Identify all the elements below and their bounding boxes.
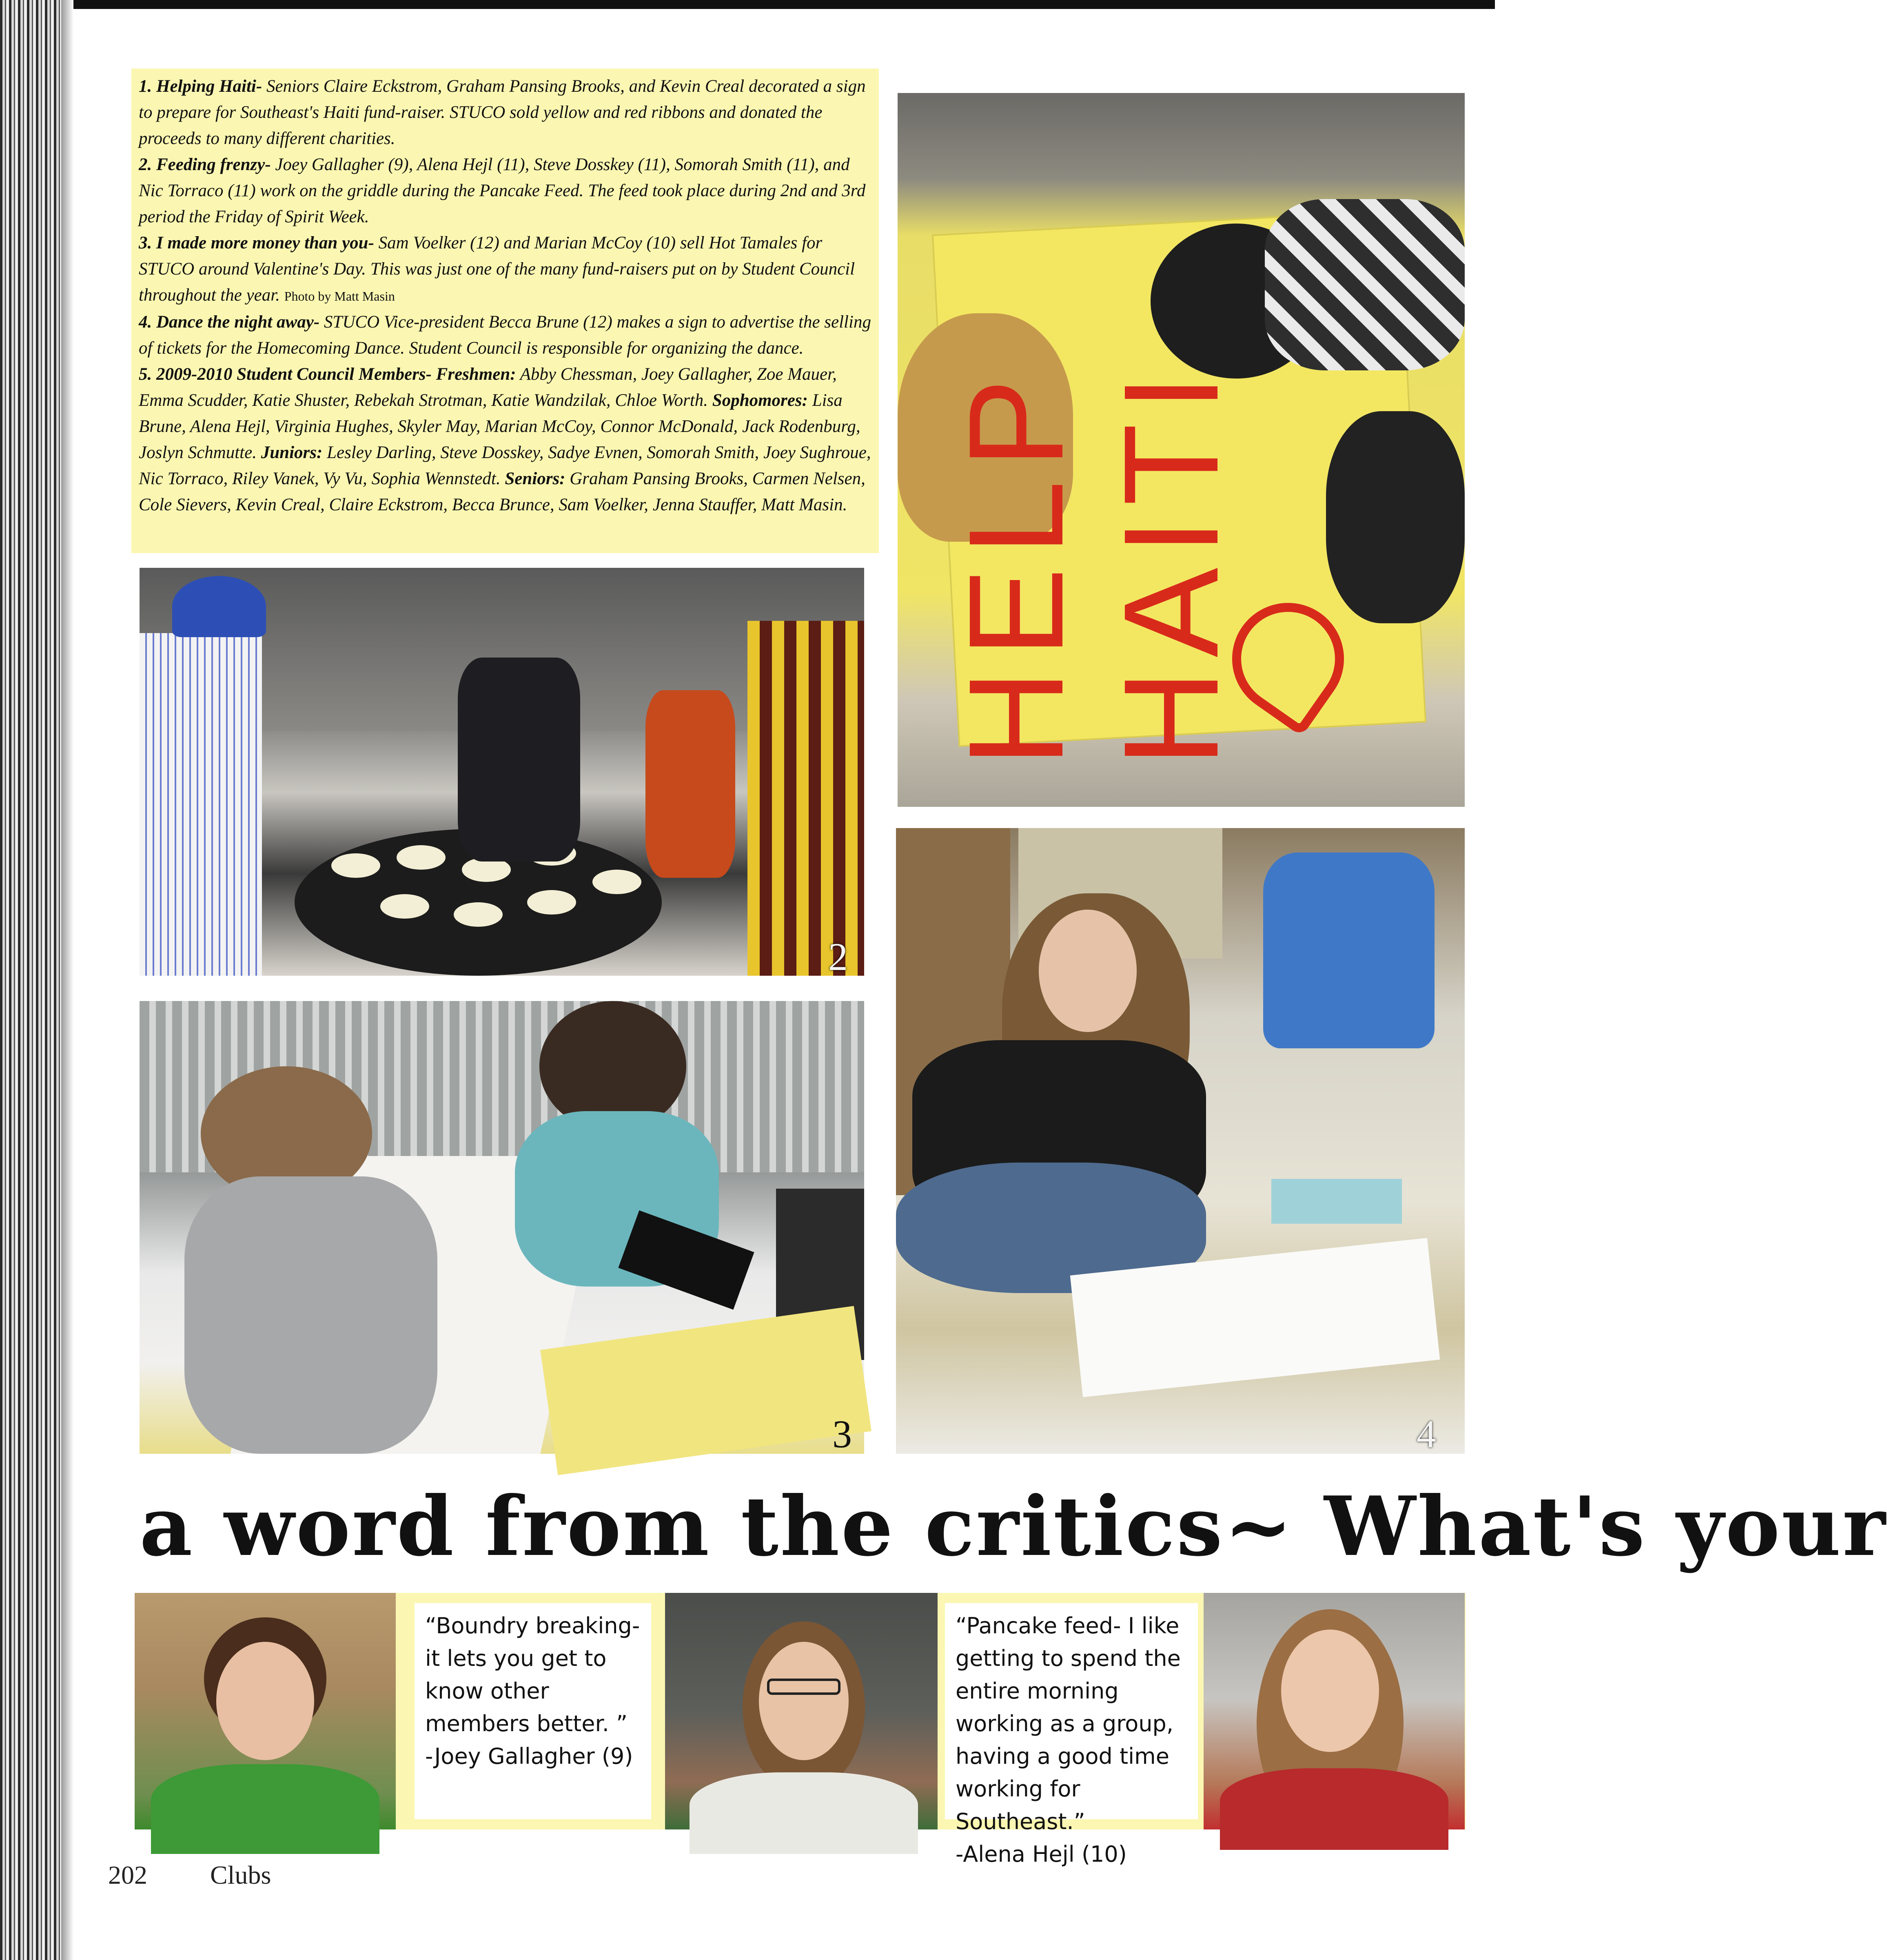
- photo-number-3: 3: [832, 1412, 852, 1456]
- quote-text: “Boundry breaking- it lets you get to know other members better. ”: [425, 1613, 640, 1736]
- blue-cap: [172, 576, 266, 637]
- quote-text: “Pancake feed- I like getting to spend the entire morning working as a group, having a good time working for Southeast.”: [956, 1613, 1181, 1834]
- face: [216, 1642, 314, 1760]
- photo-pancake-feed: [140, 568, 864, 976]
- page-number: 202: [108, 1860, 147, 1889]
- caption-3: 3. I made more money than you- Sam Voelker (12) and Marian McCoy (10) sell Hot Tamales for STUCO around Valentine's Day. This was just one of the many fund-raisers put on by Student Council throughout the year. Photo by Matt Masin: [139, 233, 855, 305]
- spine-shadow: [61, 0, 73, 1960]
- caption-2: 2. Feeding frenzy- Joey Gallagher (9), Alena Hejl (11), Steve Dosskey (11), Somorah Smith (11), and Nic Torraco (11) work on the griddle during the Pancake Feed. The feed took place during 2nd and 3rd period the Friday of Spirit Week.: [139, 155, 866, 226]
- gray-hoodie: [184, 1176, 437, 1454]
- caption-5: 5. 2009-2010 Student Council Members- Freshmen: Abby Chessman, Joey Gallagher, Zoe Mauer, Emma Scudder, Katie Shuster, Rebekah Strotman, Katie Wandzilak, Chloe Worth. Sophomores: Lisa Brune, Alena Hejl, Virginia Hughes, Skyler May, Marian McCoy, Connor McDonald, Jack Rodenburg, Joslyn Schmutte. Juniors: Lesley Darling, Steve Dosskey, Sadye Evnen, Somorah Smith, Joey Sughroue, Nic Torraco, Riley Vanek, Vy Vu, Sophia Wennstedt. Seniors: Graham Pansing Brooks, Carmen Nelsen, Cole Sievers, Kevin Creal, Claire Eckstrom, Becca Brunce, Sam Voelker, Jenna Stauffer, Matt Masin.: [139, 365, 871, 514]
- critics-heading: a word from the critics~ What's your: [140, 1479, 1887, 1575]
- striped-shirt: [1265, 199, 1465, 370]
- pancakes: [331, 853, 380, 878]
- green-shirt: [151, 1764, 379, 1854]
- glasses: [767, 1679, 840, 1695]
- photo-credit: Photo by Matt Masin: [284, 289, 395, 303]
- caption-4: 4. Dance the night away- STUCO Vice-president Becca Brune (12) makes a sign to advertise the selling of tickets for the Homecoming Dance. Student Council is responsible for organizing the dance.: [139, 312, 871, 358]
- black-jacket: [458, 658, 580, 862]
- photo-tamale-sale: [140, 1001, 864, 1454]
- colorful-dress: [645, 690, 735, 878]
- critic-quote-2: [945, 1603, 1198, 1867]
- photo-homecoming-sign: [896, 828, 1465, 1454]
- photo-number-2: 2: [828, 935, 848, 979]
- quote-attribution: -Joey Gallagher (9): [425, 1743, 633, 1769]
- girl-face: [1039, 910, 1137, 1032]
- portrait-alena-hejl: [665, 1593, 938, 1829]
- tissue-box: [1271, 1179, 1402, 1224]
- book-spine: [0, 0, 61, 1960]
- white-shirt: [690, 1772, 918, 1854]
- quote-attribution: -Alena Hejl (10): [956, 1841, 1127, 1867]
- tamale-sign: [540, 1306, 871, 1475]
- blue-chair: [1263, 853, 1435, 1048]
- portrait-joey-gallagher: [135, 1593, 396, 1829]
- striped-jacket: [747, 621, 864, 976]
- red-scarf: [1220, 1768, 1448, 1850]
- face: [759, 1642, 849, 1760]
- photo-number-4: 4: [1417, 1412, 1436, 1456]
- critic-quote-1: [415, 1603, 651, 1819]
- page-top-edge: [0, 0, 1495, 9]
- face: [1281, 1630, 1379, 1752]
- sign-text: HELP HAITI: [940, 361, 1246, 767]
- caption-1: 1. Helping Haiti- Seniors Claire Eckstrom, Graham Pansing Brooks, and Kevin Creal decorated a sign to prepare for Southeast's Haiti fund-raiser. STUCO sold yellow and red ribbons and donated the proceeds to many different charities.: [139, 77, 866, 148]
- caption-block: [131, 69, 879, 553]
- pinstripe-student: [140, 633, 262, 976]
- portrait-student-3: [1204, 1593, 1465, 1829]
- dark-sleeve: [1326, 411, 1465, 623]
- section-label: Clubs: [210, 1860, 271, 1889]
